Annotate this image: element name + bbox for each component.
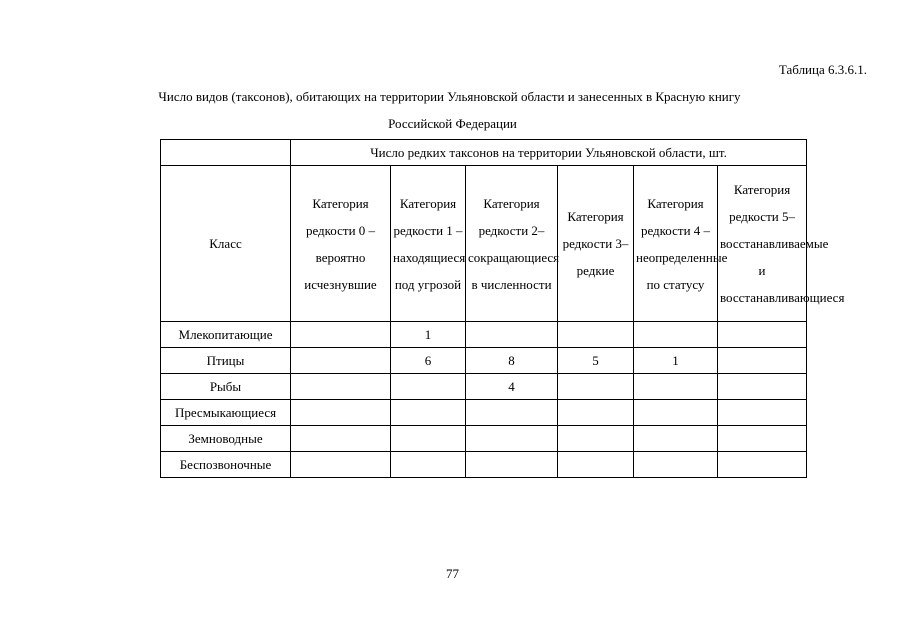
value-cell [634,452,718,478]
class-cell: Беспозвоночные [161,452,291,478]
class-cell: Млекопитающие [161,322,291,348]
value-cell [718,426,807,452]
value-cell [291,374,391,400]
value-cell [718,400,807,426]
class-cell: Птицы [161,348,291,374]
table-title-line-1: Число видов (таксонов), обитающих на территории Ульяновской области и занесенных в Красную книгу [158,89,741,104]
value-cell: 1 [634,348,718,374]
group-header-cell: Число редких таксонов на территории Ульяновской области, шт. [291,140,807,166]
table-row [161,374,807,400]
table-caption-label: Таблица 6.3.6.1. [778,62,867,77]
page-number: 77 [446,566,459,581]
value-cell [291,348,391,374]
value-cell [718,348,807,374]
category-0-header: Категория редкости 0 – вероятно исчезнувшие [291,166,391,322]
class-header-cell: Класс [161,166,291,322]
value-cell [718,374,807,400]
category-2-header: Категория редкости 2– сокращающиеся в численности [466,166,558,322]
value-cell [558,452,634,478]
table-row [161,348,807,374]
category-3-header: Категория редкости 3– редкие [558,166,634,322]
table-group-header-row [161,140,807,166]
value-cell [466,426,558,452]
value-cell [634,400,718,426]
class-cell: Земноводные [161,426,291,452]
category-5-header: Категория редкости 5– восстанавливаемые и восстанавливающиеся [718,166,807,322]
value-cell [391,426,466,452]
rare-taxa-table [160,139,845,478]
value-cell [718,452,807,478]
value-cell: 1 [391,322,466,348]
value-cell [634,374,718,400]
class-cell: Рыбы [161,374,291,400]
value-cell [466,400,558,426]
value-cell: 6 [391,348,466,374]
value-cell [718,322,807,348]
value-cell: 5 [558,348,634,374]
value-cell [291,322,391,348]
value-cell [466,322,558,348]
table-title-line-2: Российской Федерации [388,116,517,131]
value-cell [558,374,634,400]
table-header-row [161,166,807,322]
value-cell [466,452,558,478]
empty-corner-cell [161,140,291,166]
class-cell: Пресмыкающиеся [161,400,291,426]
table-row [161,452,807,478]
value-cell [391,452,466,478]
value-cell [634,322,718,348]
category-1-header: Категория редкости 1 – находящиеся под угрозой [391,166,466,322]
value-cell: 8 [466,348,558,374]
value-cell [291,426,391,452]
value-cell [634,426,718,452]
category-4-header: Категория редкости 4 – неопределенные по статусу [634,166,718,322]
value-cell [391,400,466,426]
table-row [161,426,807,452]
value-cell [291,400,391,426]
value-cell [291,452,391,478]
table-row [161,322,807,348]
value-cell [391,374,466,400]
value-cell: 4 [466,374,558,400]
value-cell [558,426,634,452]
value-cell [558,322,634,348]
value-cell [558,400,634,426]
table-row [161,400,807,426]
